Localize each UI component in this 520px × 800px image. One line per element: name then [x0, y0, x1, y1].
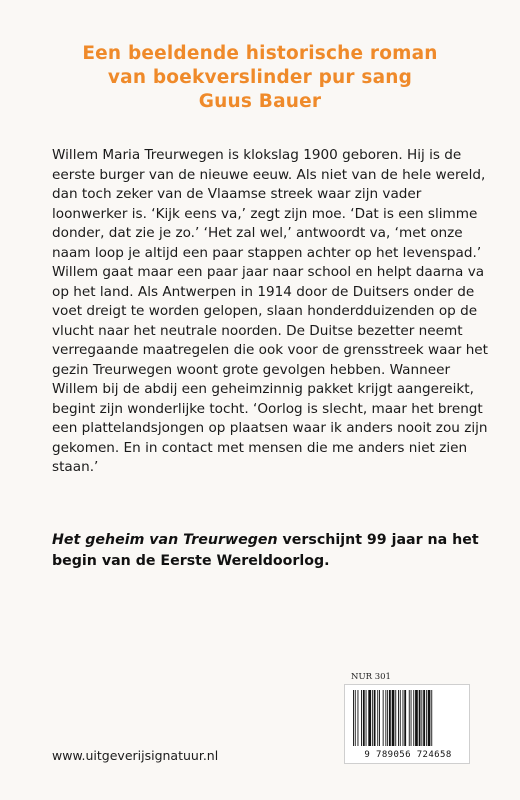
book-title: Het geheim van Treurwegen [52, 532, 278, 548]
isbn-number: 9 789056 724658 [364, 750, 452, 760]
blurb-paragraph-1: Willem Maria Treurwegen is klokslag 1900 geboren. Hij is de eerste burger van de nieuwe eeuw. Als niet van de hele wereld, dan toch zeker van de Vlaamse streek waar zijn vader loonwerker is. ‘Kijk eens va,’ zegt zijn moe. ‘Dat is een slimme donder, dat zie je zo.’ ‘Het zal wel,’ antwoordt va, ‘met onze naam loop je altijd een paar stappen achter op het levenspad.’ [52, 147, 486, 261]
publisher-website: www.uitgeverijsignatuur.nl [52, 748, 219, 763]
blurb-paragraph-2: Willem gaat maar een paar jaar naar school en helpt daarna va op het land. Als Antwerpen in 1914 door de Duitsers onder de voet dreigt te worden gelopen, slaan honderdduizenden op de vlucht naar het neutrale noorden. De Duitse bezetter neemt verregaande maatregelen die ook voor de grensstreek waar het gezin Treurwegen woont grote gevolgen hebben. Wanneer Willem bij de abdij een geheimzinnig pakket krijgt aangereikt, begint zijn wonderlijke tocht. ‘Oorlog is slecht, maar het brengt een plattelandsjongen op plaatsen waar ik anders nooit zou zijn gekomen. En in contact met mensen die me anders niet zien staan.’ [52, 264, 489, 475]
tagline-line-1: Een beeldende historische roman [82, 43, 438, 64]
tagline-line-2: van boekverslinder pur sang [107, 67, 413, 88]
publication-note [52, 530, 492, 572]
tagline-line-3: Guus Bauer [198, 91, 322, 112]
nur-code: NUR 301 [351, 672, 391, 682]
publication-note-text: verschijnt 99 jaar na het begin van de Eerste Wereldoorlog. [52, 532, 479, 569]
blurb [52, 146, 492, 478]
tagline [0, 42, 520, 114]
barcode-icon [351, 690, 465, 746]
isbn-barcode [344, 684, 470, 764]
